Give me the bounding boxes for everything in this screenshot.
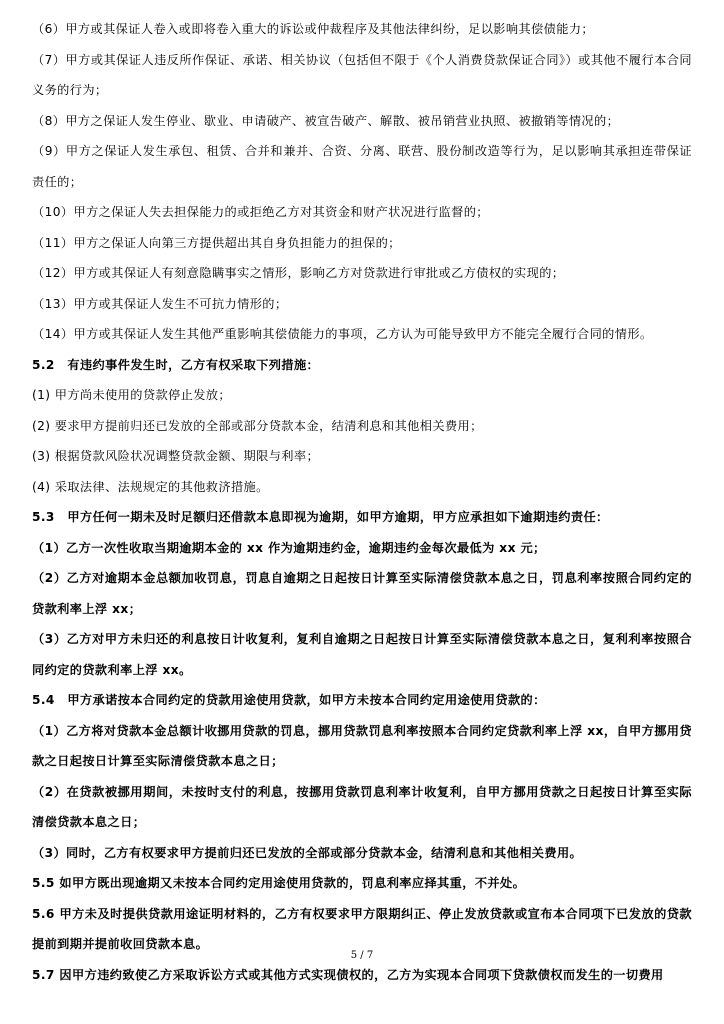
contract-paragraph: (2) 要求甲方提前归还已发放的全部或部分贷款本金，结清利息和其他相关费用； (32, 418, 483, 433)
contract-paragraph: 5.2 有违约事件发生时，乙方有权采取下列措施： (32, 357, 320, 372)
contract-paragraph: 5.3 甲方任何一期未及时足额归还借款本息即视为逾期，如甲方逾期，甲方应承担如下逾期违约责任： (32, 510, 609, 524)
contract-paragraph: (3) 根据贷款风险状况调整贷款金额、期限与利率； (32, 449, 320, 463)
contract-paragraph: 5.5 如甲方既出现逾期又未按本合同约定用途使用贷款的，罚息利率应择其重，不并处。 (32, 876, 526, 890)
contract-paragraph: （8）甲方之保证人发生停业、歇业、申请破产、被宣告破产、解散、被吊销营业执照、被撤销等情况的； (32, 113, 620, 128)
page-number: 5 / 7 (350, 950, 374, 961)
contract-paragraph: （2）乙方对逾期本金总额加收罚息，罚息自逾期之日起按日计算至实际清偿贷款本息之日，罚息利率按照合同约定的贷款利率上浮 xx； (32, 571, 692, 616)
contract-body (32, 14, 692, 990)
contract-paragraph: （2）在贷款被挪用期间，未按时支付的利息，按挪用贷款罚息利率计收复利，自甲方挪用贷款之日起按日计算至实际清偿贷款本息之日； (32, 784, 692, 829)
contract-paragraph: （3）乙方对甲方未归还的利息按日计收复利，复利自逾期之日起按日计算至实际清偿贷款本息之日，复利利率按照合同约定的贷款利率上浮 xx。 (32, 632, 692, 677)
contract-paragraph: （7）甲方或其保证人违反所作保证、承诺、相关协议（包括但不限于《个人消费贷款保证合同》）或其他不履行本合同义务的行为； (32, 52, 692, 97)
contract-paragraph: （1）乙方将对贷款本金总额计收挪用贷款的罚息，挪用贷款罚息利率按照本合同约定贷款利率上浮 xx，自甲方挪用贷款之日起按日计算至实际清偿贷款本息之日； (32, 723, 692, 768)
contract-paragraph: 5.4 甲方承诺按本合同约定的贷款用途使用贷款，如甲方未按本合同约定用途使用贷款的： (32, 693, 546, 707)
contract-paragraph: (4) 采取法律、法规规定的其他救济措施。 (32, 479, 269, 494)
contract-paragraph: （3）同时，乙方有权要求甲方提前归还已发放的全部或部分贷款本金，结清利息和其他相关费用。 (32, 845, 583, 860)
contract-paragraph: 5.7 因甲方违约致使乙方采取诉讼方式或其他方式实现债权的，乙方为实现本合同项下贷款债权而发生的一切费用 (32, 967, 664, 982)
contract-paragraph: (1) 甲方尚未使用的贷款停止发放； (32, 388, 231, 402)
contract-paragraph: 5.6 甲方未及时提供贷款用途证明材料的，乙方有权要求甲方限期纠正、停止发放贷款或宣布本合同项下已发放的贷款提前到期并提前收回贷款本息。 (32, 906, 692, 951)
contract-paragraph: （11）甲方之保证人向第三方提供超出其自身负担能力的担保的； (32, 235, 401, 250)
contract-paragraph: （10）甲方之保证人失去担保能力的或拒绝乙方对其资金和财产状况进行监督的； (32, 205, 489, 219)
contract-paragraph: （14）甲方或其保证人发生其他严重影响其偿债能力的事项，乙方认为可能导致甲方不能完全履行合同的情形。 (32, 327, 653, 341)
contract-paragraph: （12）甲方或其保证人有刻意隐瞒事实之情形，影响乙方对贷款进行审批或乙方债权的实现的； (32, 266, 565, 280)
contract-paragraph: （6）甲方或其保证人卷入或即将卷入重大的诉讼或仲裁程序及其他法律纠纷，足以影响其偿债能力； (32, 22, 595, 36)
contract-paragraph: （9）甲方之保证人发生承包、租赁、合并和兼并、合资、分离、联营、股份制改造等行为，足以影响其承担连带保证责任的； (32, 144, 692, 189)
contract-paragraph: （1）乙方一次性收取当期逾期本金的 xx 作为逾期违约金，逾期违约金每次最低为 xx 元； (32, 540, 546, 555)
contract-paragraph: （13）甲方或其保证人发生不可抗力情形的； (32, 296, 288, 311)
